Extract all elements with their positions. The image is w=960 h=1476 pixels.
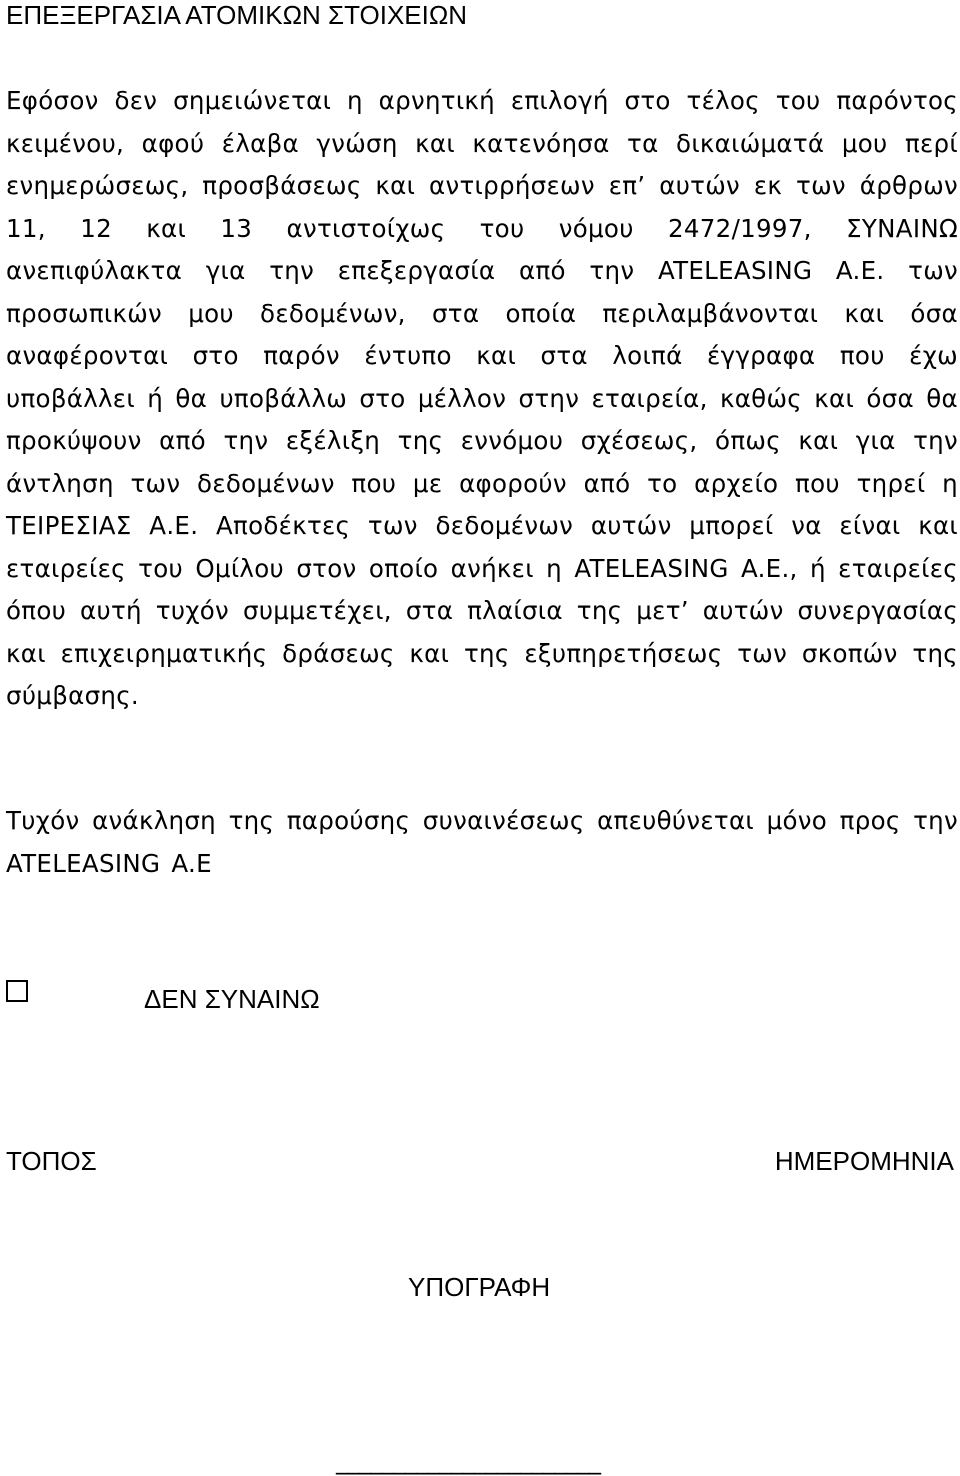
consent-paragraph: Εφόσον δεν σημειώνεται η αρνητική επιλογή στο τέλος του παρόντος κειμένου, αφού έλαβα γνώση και κατενόησα τα δικαιώματά μου περί ενημερώσεως, προσβάσεως και αντιρρήσεων επ’ αυτών εκ των άρθρων 11, 12 και 13 αντιστοίχως του νόμου 2472/1997, ΣΥΝΑΙΝΩ ανεπιφύλακτα για την επεξεργασία από την ATELEASING A.E. των προσωπικών μου δεδομένων, στα οποία περιλαμβάνονται και όσα αναφέρονται στο παρόν έντυπο και στα λοιπά έγγραφα που έχω υποβάλλει ή θα υποβάλλω στο μέλλον στην εταιρεία, καθώς και όσα θα προκύψουν από την εξέλιξη της εννόμου σχέσεως, όπως και για την άντληση των δεδομένων που με αφορούν από το αρχείο που τηρεί η ΤΕΙΡΕΣΙΑΣ Α.Ε. Αποδέκτες των δεδομένων αυτών μπορεί να είναι και εταιρείες του Ομίλου στον οποίο ανήκει η ATELEASING A.E., ή εταιρείες όπου αυτή τυχόν συμμετέχει, στα πλαίσια της μετ’ αυτών συνεργασίας και επιχειρηματικής δράσεως και της εξυπηρετήσεως των σκοπών της σύμβασης. xyxy=(6,86,958,710)
date-label: ΗΜΕΡΟΜΗΝΙΑ xyxy=(774,1146,954,1176)
page-title: ΕΠΕΞΕΡΓΑΣΙΑ ΑΤΟΜΙΚΩΝ ΣΤΟΙΧΕΙΩΝ xyxy=(6,0,468,30)
signature-line: _______________________ xyxy=(336,1447,601,1475)
place-label: ΤΟΠΟΣ xyxy=(6,1146,97,1176)
decline-consent-checkbox[interactable] xyxy=(6,980,28,1002)
signature-label: ΥΠΟΓΡΑΦΗ xyxy=(408,1272,551,1302)
decline-consent-row[interactable] xyxy=(6,966,320,1015)
revocation-paragraph: Τυχόν ανάκληση της παρούσης συναινέσεως απευθύνεται μόνο προς την ATELEASING A.E xyxy=(6,806,958,878)
decline-consent-label: ΔΕΝ ΣΥΝΑΙΝΩ xyxy=(144,984,320,1014)
